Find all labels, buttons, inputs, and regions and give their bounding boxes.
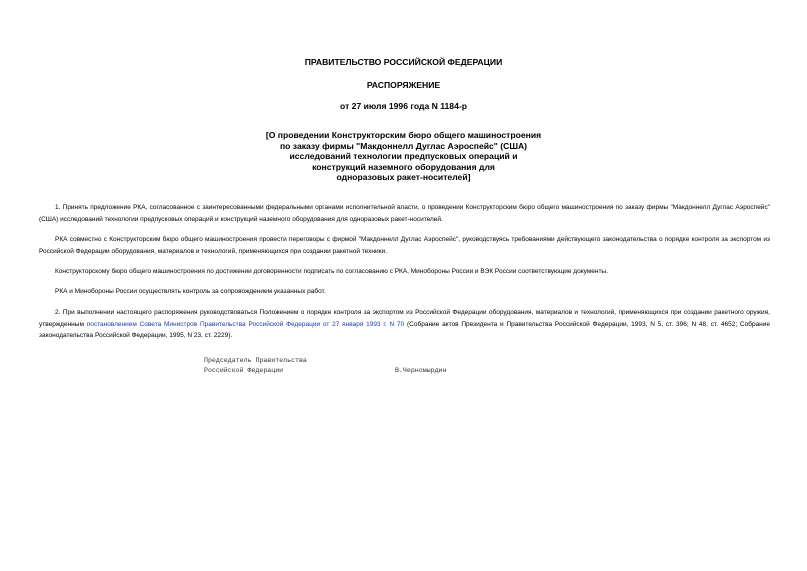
document-title: [0, 130, 807, 183]
signatory-position-line-1: Председатель Правительства: [204, 357, 307, 364]
title-line: конструкций наземного оборудования для: [312, 161, 495, 172]
paragraph-5: [39, 307, 770, 342]
paragraph-5-text-after: (Собрание актов Президента и Правительства Российской Федерации, 1993, N 5, ст. 396; N 48, ст. 4652; Собрание законодательства Российской Федерации, 1995, N 23, ст. 2229).: [39, 320, 771, 339]
document-date-number: от 27 июля 1996 года N 1184-р: [340, 101, 467, 111]
paragraph-3: Конструкторскому бюро общего машиностроения по достижении договоренности подписать по согласованию с РКА, Минобороны России и ВЭК России соответствующие документы.: [55, 268, 608, 275]
resolution-link[interactable]: постановлением Совета Министров Правительства Российской Федерации от 27 января 1993 г. N 70: [86, 320, 405, 328]
document-type-heading: РАСПОРЯЖЕНИЕ: [366, 80, 441, 90]
signatory-position-line-2: Российской Федерации: [204, 367, 284, 374]
title-line: одноразовых ракет-носителей]: [336, 172, 471, 182]
paragraph-5-text-before: 2. При выполнении настоящего распоряжения руководствоваться Положением о порядке контроля за экспортом из Российской Федерации оборудования, материалов и технологий, применяющихся при создании ракетного оружия, утвержденным: [39, 309, 770, 328]
signatory-name: В.Черномырдин: [395, 367, 447, 374]
title-line: исследований технологии предпусковых операций и: [289, 151, 518, 161]
title-line: [О проведении Конструкторским бюро общего машиностроения: [265, 130, 542, 140]
title-line: по заказу фирмы "Макдоннелл Дуглас Аэроспейс" (США): [279, 140, 528, 151]
issuer-heading: ПРАВИТЕЛЬСТВО РОССИЙСКОЙ ФЕДЕРАЦИИ: [304, 57, 503, 67]
paragraph-4: РКА и Минобороны России осуществлять контроль за сопровождением указанных работ.: [55, 288, 326, 295]
paragraph-1: 1. Принять предложение РКА, согласованное с заинтересованными федеральными органами исполнительной власти, о проведении Конструкторским бюро общего машиностроения по заказу фирмы "Макдоннелл Дуглас Аэроспейс" (США) исследований технологии предпусковых операций и конструкций наземного оборудования для одноразовых ракет-носителей.: [39, 204, 770, 223]
paragraph-2: РКА совместно с Конструкторским бюро общего машиностроения провести переговоры с фирмой "Макдоннелл Дуглас Аэроспейс", руководствуясь требованиями действующего законодательства о порядке контроля за экспортом из Российской Федерации оборудования, материалов и технологий, применяющихся при создании ракетной техники.: [39, 236, 770, 255]
